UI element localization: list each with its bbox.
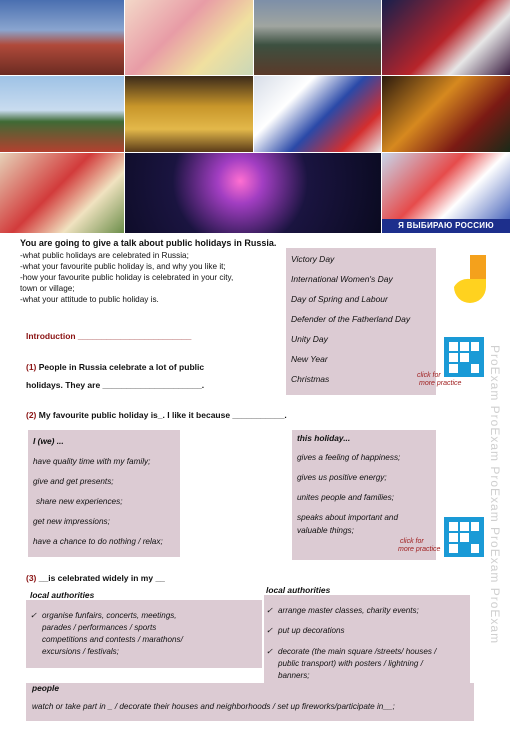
right-authorities-item <box>266 605 419 617</box>
practice-link-line2: more practice <box>419 380 462 387</box>
photo-unity-crowd <box>382 153 510 244</box>
holiday-item: International Women's Day <box>291 274 393 284</box>
section2-text: My favourite public holiday is_. I like it because ___________. <box>38 410 287 420</box>
left-box-item: give and get presents; <box>33 477 114 486</box>
practice-puzzle-icon[interactable] <box>444 517 484 557</box>
authorities-line: organise funfairs, concerts, meetings, <box>42 611 177 620</box>
practice-link-line1: click for <box>417 372 441 379</box>
authorities-line: put up decorations <box>278 626 345 635</box>
left-box-item: share new experiences; <box>36 497 123 506</box>
section3-text: __is celebrated widely in my __ <box>38 573 165 583</box>
photo-red-square <box>0 76 124 152</box>
section2-line <box>26 410 287 420</box>
holiday-item: New Year <box>291 354 328 364</box>
holiday-item: Unity Day <box>291 334 328 344</box>
authorities-line: banners; <box>278 671 310 680</box>
banner-caption: Я ВЫБИРАЮ РОССИЮ СИЛЬНУЮ <box>382 219 510 233</box>
photo-father-frost <box>382 0 510 75</box>
check-mark-icon: ✓ <box>30 611 37 620</box>
photo-christmas-market <box>382 76 510 152</box>
section1-line2: holidays. They are _____________________. <box>26 380 205 390</box>
photo-kremlin-guards <box>0 0 124 75</box>
photo-woman-flowers <box>0 153 124 233</box>
right-box-item: gives a feeling of happiness; <box>297 453 401 462</box>
right-authorities-item <box>266 625 345 637</box>
authorities-line: public transport) with posters / lightning / <box>278 659 423 668</box>
right-box-item: valuable things; <box>297 526 354 535</box>
photo-russian-flags <box>254 76 381 152</box>
right-box-item: speaks about important and <box>297 513 399 522</box>
task-point: town or village; <box>20 284 75 293</box>
task-points <box>20 250 320 305</box>
photo-church-service <box>125 76 253 152</box>
left-authorities-header: local authorities <box>30 590 95 600</box>
right-box-item: gives us positive energy; <box>297 473 387 482</box>
photo-fireworks <box>125 153 381 233</box>
introduction-heading: Introduction ________________________ <box>26 331 192 341</box>
holiday-item: Christmas <box>291 374 330 384</box>
section1-text-1: People in Russia celebrate a lot of public <box>38 362 205 372</box>
authorities-line: decorate (the main square /streets/ houses / <box>278 647 437 656</box>
right-authorities-header: local authorities <box>266 585 331 595</box>
task-title: You are going to give a talk about public holidays in Russia. <box>20 238 277 248</box>
authorities-line: competitions and contests / marathons/ <box>42 635 183 644</box>
task-point: -how your favourite public holiday is celebrated in your city, <box>20 273 234 282</box>
practice-link-line1: click for <box>400 538 424 545</box>
right-box-header: this holiday... <box>297 433 351 443</box>
holiday-item: Day of Spring and Labour <box>291 294 388 304</box>
check-mark-icon: ✓ <box>266 626 273 635</box>
holiday-item: Victory Day <box>291 254 335 264</box>
people-text: watch or take part in _ / decorate their houses and neighborhoods / set up fireworks/participate in__; <box>32 702 395 711</box>
left-box-header: I (we) ... <box>33 436 64 446</box>
authorities-line: excursions / festivals; <box>42 647 119 656</box>
practice-link-line2: more practice <box>398 546 441 553</box>
authorities-line: parades / performances / sports <box>42 623 157 632</box>
task-point: -what your favourite public holiday is, and why you like it; <box>20 262 226 271</box>
authorities-line: arrange master classes, charity events; <box>278 606 419 615</box>
people-header: people <box>32 683 59 693</box>
photo-women-flowers <box>125 0 253 75</box>
practice-link[interactable] <box>417 372 461 388</box>
right-box-item: unites people and families; <box>297 493 394 502</box>
section1-number: (1) <box>26 362 37 372</box>
left-authorities-item <box>30 610 183 658</box>
task-point: -what your attitude to public holiday is. <box>20 295 159 304</box>
practice-puzzle-icon[interactable] <box>444 337 484 377</box>
left-box-item: have quality time with my family; <box>33 457 151 466</box>
task-point: -what public holidays are celebrated in Russia; <box>20 251 189 260</box>
check-mark-icon: ✓ <box>266 606 273 615</box>
left-box-item: have a chance to do nothing / relax; <box>33 537 163 546</box>
section1-line1 <box>26 362 204 372</box>
right-authorities-item <box>266 646 436 682</box>
practice-link[interactable] <box>398 538 440 554</box>
section3-line <box>26 573 165 583</box>
holiday-item: Defender of the Fatherland Day <box>291 314 411 324</box>
watermark: ProExam ProExam ProExam ProExam ProExam <box>488 345 502 645</box>
photo-military-parade <box>254 0 381 75</box>
check-mark-icon: ✓ <box>266 647 273 656</box>
section3-number: (3) <box>26 573 37 583</box>
left-box-item: get new impressions; <box>33 517 110 526</box>
section2-number: (2) <box>26 410 37 420</box>
app-logo <box>450 255 490 307</box>
